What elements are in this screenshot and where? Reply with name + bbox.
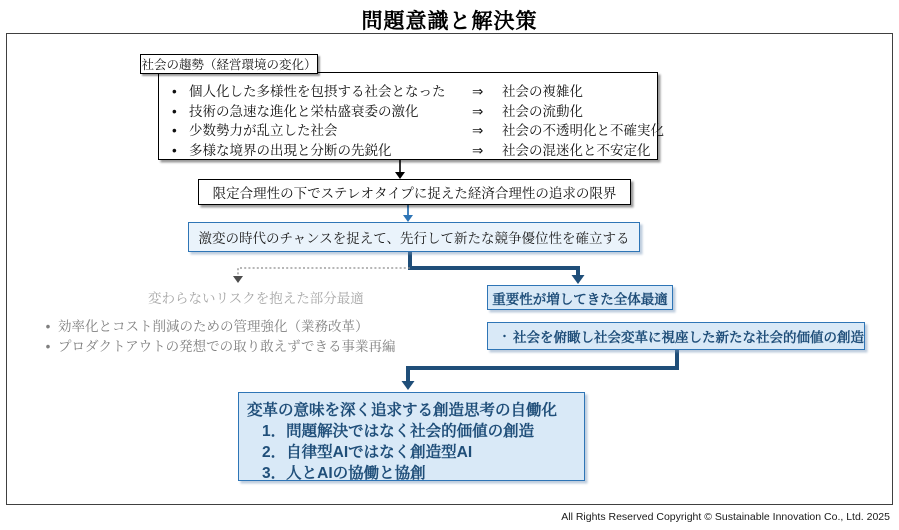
- solution-title: 変革の意味を深く追求する創造思考の自働化: [247, 402, 558, 419]
- bullet-icon: •: [172, 84, 177, 99]
- trend-box: [158, 72, 664, 160]
- solution-box: [238, 392, 585, 481]
- trend-row: [172, 102, 649, 122]
- trend-label-box: [140, 54, 318, 74]
- total-optimum-box: [487, 285, 673, 310]
- page-title: 問題意識と解決策: [361, 10, 538, 33]
- list-item: [38, 317, 396, 337]
- trend-row: [172, 141, 649, 161]
- opportunity-text: 激変の時代のチャンスを捉えて、先行して新たな競争優位性を確立する: [198, 231, 630, 246]
- solution-item: 2．自律型AIではなく創造型AI: [262, 444, 473, 461]
- implies-icon: ⇒: [472, 123, 484, 138]
- trend-left: 少数勢力が乱立した社会: [189, 123, 338, 138]
- total-optimum-text: 重要性が増してきた全体最適: [492, 291, 668, 307]
- list-item-text: 効率化とコスト削減のための管理強化（業務改革）: [58, 319, 369, 334]
- bullet-icon: •: [172, 123, 177, 138]
- trend-left: 技術の急速な進化と栄枯盛衰委の激化: [189, 103, 419, 119]
- partial-optimum-list: [38, 317, 396, 356]
- copyright-text: All Rights Reserved Copyright © Sustainable Innovation Co., Ltd. 2025: [561, 511, 890, 523]
- trend-right: 社会の流動化: [502, 103, 583, 119]
- list-item-text: プロダクトアウトの発想での取り敢えずできる事業再編: [58, 338, 396, 354]
- solution-item: 1．問題解決ではなく社会的価値の創造: [262, 423, 535, 440]
- opportunity-box: [188, 222, 640, 252]
- trend-right: 社会の不透明化と不確実化: [502, 123, 664, 138]
- vision-text: 社会を俯瞰し社会変革に視座した新たな社会的価値の創造: [513, 330, 864, 345]
- limitation-text: 限定合理性の下でステレオタイプに捉えた経済合理性の追求の限界: [212, 186, 617, 201]
- bullet-icon: ・: [499, 331, 510, 343]
- trend-row: [172, 82, 649, 102]
- trend-left: 多様な境界の出現と分断の先鋭化: [189, 142, 392, 158]
- trend-row: [172, 121, 664, 141]
- bullet-icon: •: [45, 319, 51, 334]
- implies-icon: ⇒: [472, 103, 484, 119]
- trend-left: 個人化した多様性を包摂する社会となった: [189, 84, 446, 99]
- vision-box: [487, 322, 865, 350]
- trend-right: 社会の混迷化と不安定化: [502, 142, 651, 158]
- trend-right: 社会の複雑化: [502, 84, 583, 99]
- bullet-icon: •: [172, 142, 177, 158]
- bullet-icon: •: [172, 103, 177, 119]
- partial-optimum-heading: 変わらないリスクを抱えた部分最適: [148, 291, 364, 306]
- solution-item: 3．人とAIの協働と協創: [262, 465, 426, 482]
- implies-icon: ⇒: [472, 142, 484, 158]
- list-item: [38, 337, 396, 357]
- implies-icon: ⇒: [472, 84, 484, 99]
- limitation-box: [198, 179, 631, 205]
- trend-label-text: 社会の趨勢（経営環境の変化）: [141, 58, 317, 72]
- bullet-icon: •: [45, 338, 51, 354]
